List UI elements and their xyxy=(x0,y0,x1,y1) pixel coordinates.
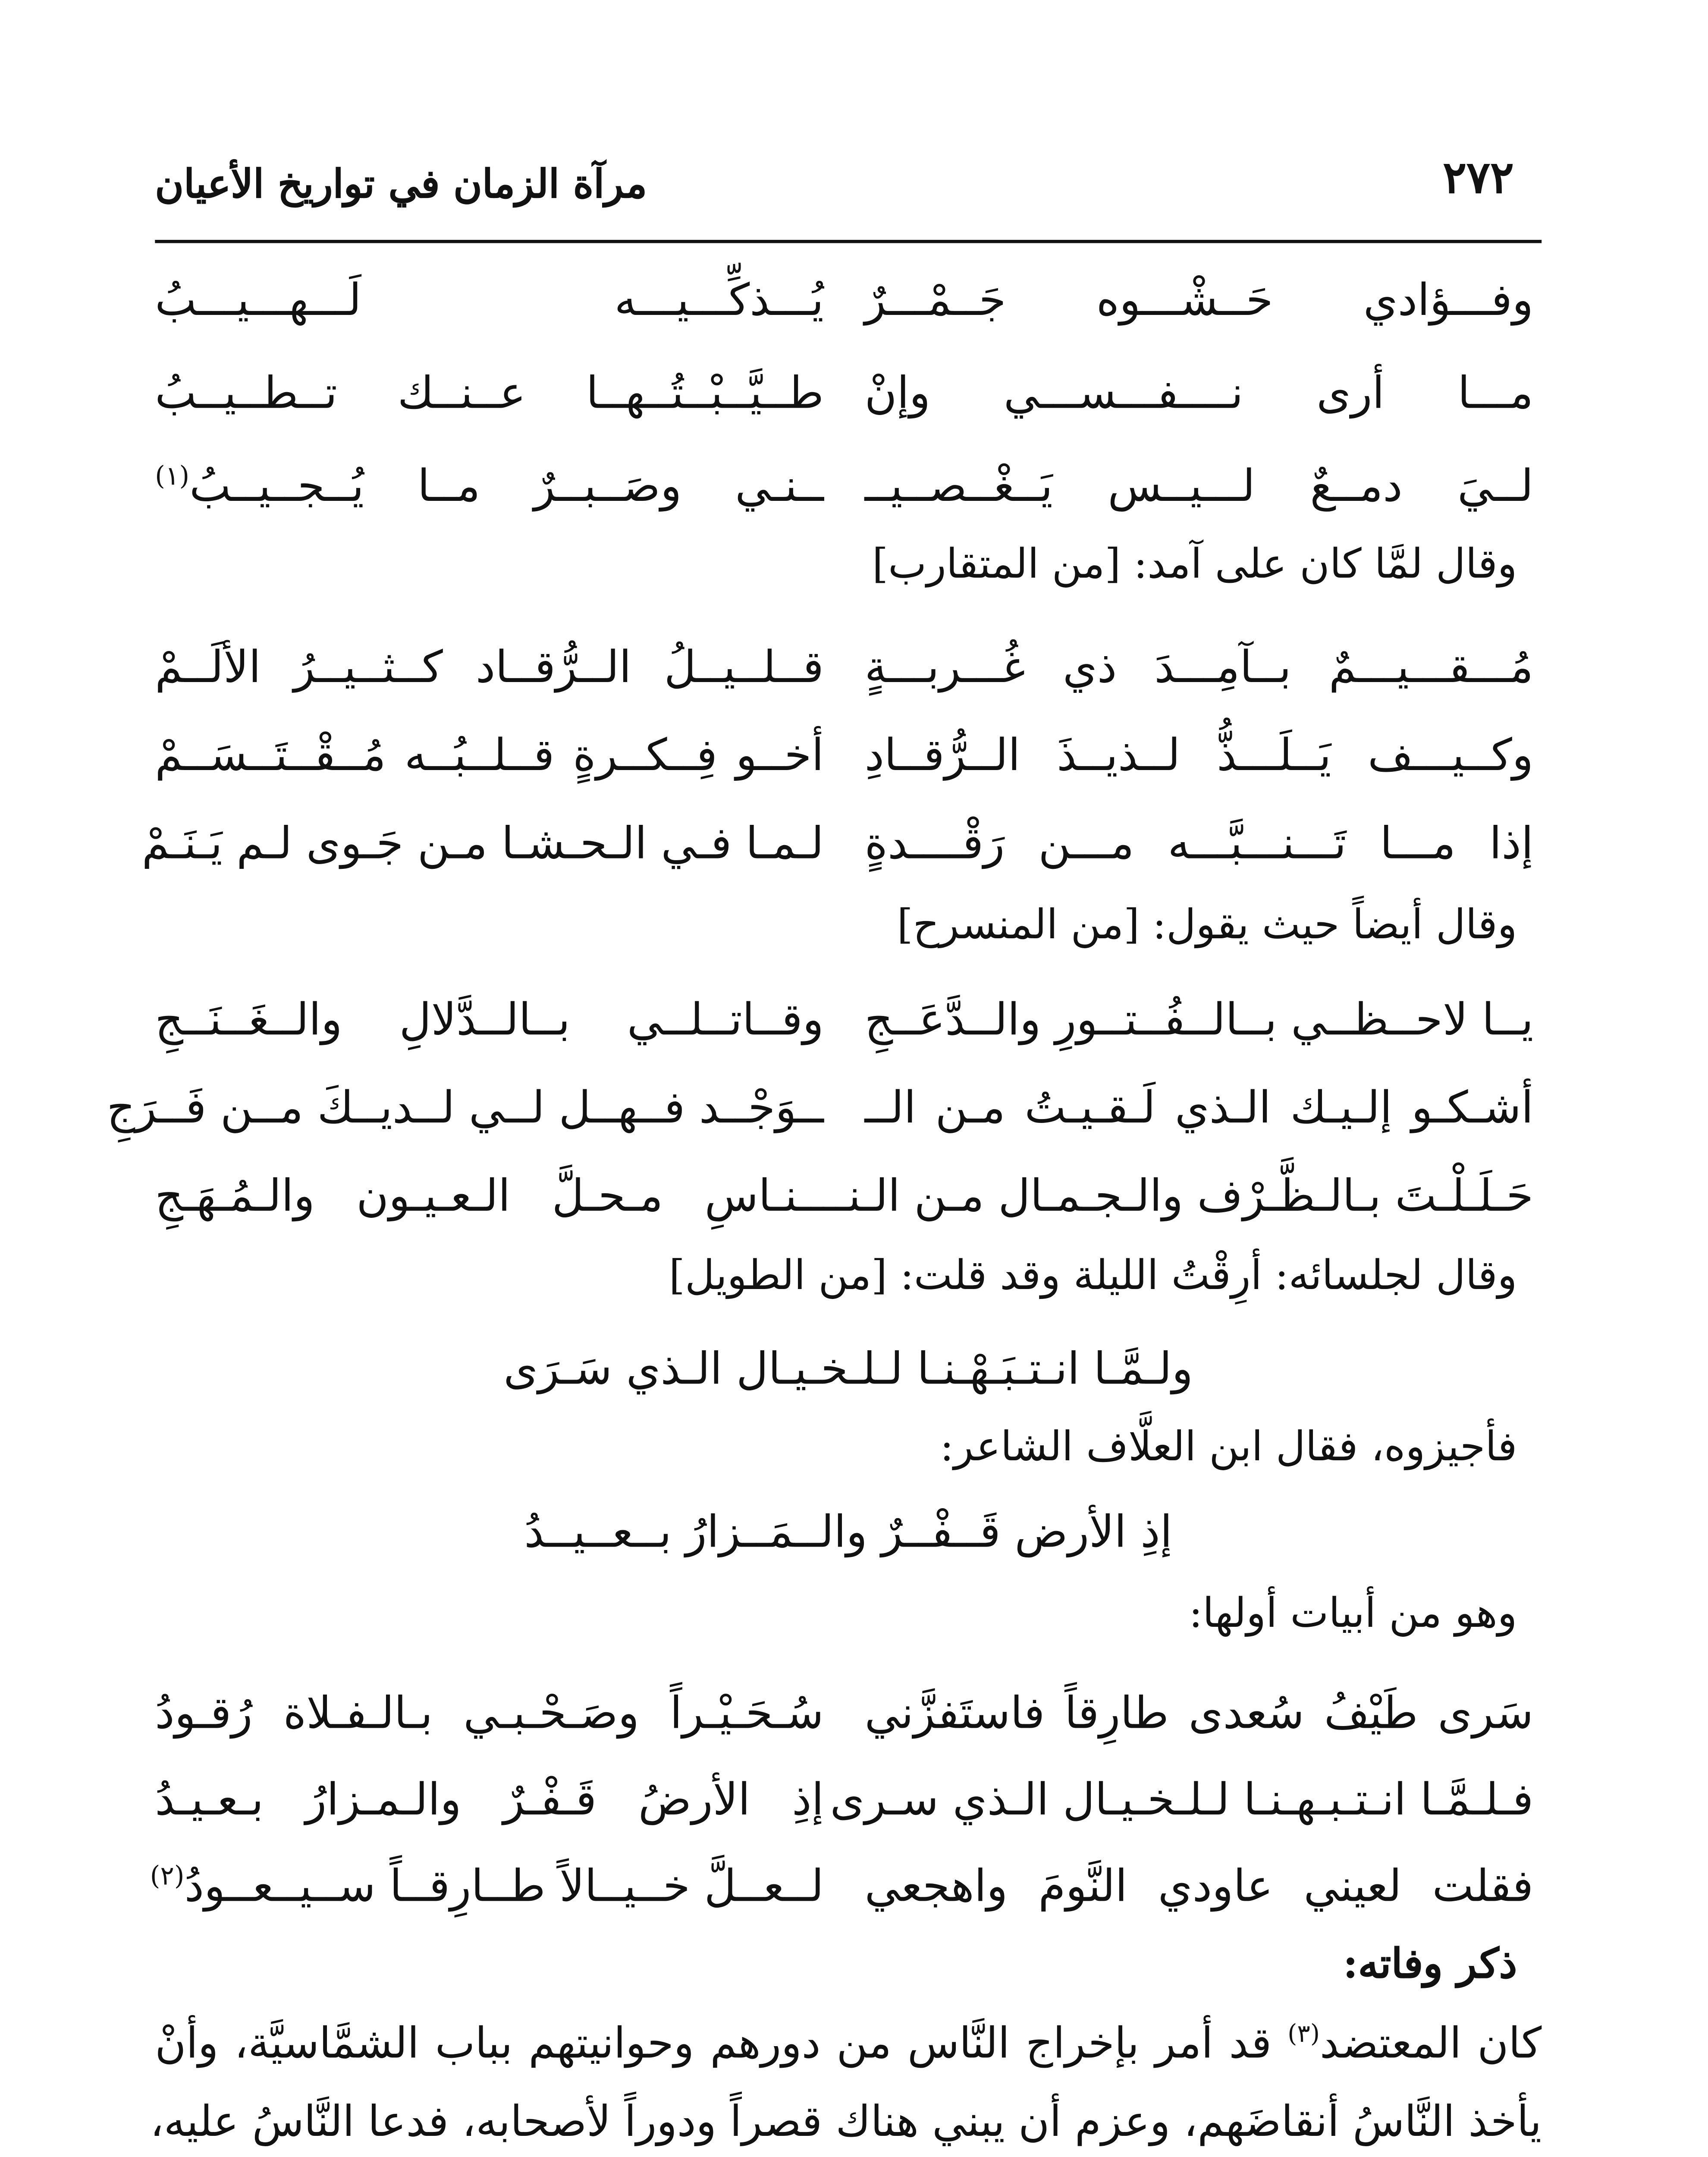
verse-4-2-second-hemistich: إذِ الأرضُ قَـفْـرٌ والـمـزارُ بـعـيـدُ xyxy=(155,1775,824,1826)
verse-1-1-second-hemistich: يُـــذكِّـــيـــه لَـــهـــيـــبُ xyxy=(155,276,824,327)
verse-2-1-first-hemistich: مُـــقـــيـــمٌ بــآمِـــدَ ذي غُـــربـــةٍ xyxy=(864,643,1534,694)
intro-poem-3: وقال أيضاً حيث يقول: [من المنسرح] xyxy=(897,900,1517,948)
verse-2-1-second-hemistich: قــلــيــلُ الــرُّقــاد كــثــيــرُ الألَــمْ xyxy=(155,643,824,694)
verse-2-3-second-hemistich: لـمـا فـي الـحـشـا مـن جَـوى لـم يَـنَـمْ xyxy=(141,819,824,870)
verse-4-2-first-hemistich: فـلـمَّـا انـتـبـهـنـا لـلـخـيـال الـذي سـرى xyxy=(830,1775,1534,1826)
verse-1-2-first-hemistich: مـــا أرى نــــفـــســـي وإنْ xyxy=(864,368,1534,420)
verse-1-3-second-hemistich-text: ــنـي وصَــبــرٌ مــا يُــجــيــبُ xyxy=(189,462,824,513)
verse-2-3-first-hemistich: إذا مـــا تَـــنـــبَّـــه مـــن رَقْــــدةٍ xyxy=(864,819,1534,870)
verse-4-3-second-hemistich xyxy=(150,1855,824,1920)
intro-ibn-allaf: فأجيزوه، فقال ابن العلَّاف الشاعر: xyxy=(940,1423,1517,1470)
body-line-1-end: قد أمر بإخراج النَّاس من دورهم وحوانيتهم بباب الشمَّاسيَّة، وأنْ xyxy=(155,2020,1288,2069)
body-line-1 xyxy=(155,2010,1542,2079)
page-number: ٢٧٢ xyxy=(1443,153,1514,204)
body-line-2: يأخذ النَّاسُ أنقاضَهم، وعزم أن يبني هناك قصراً ودوراً لأصحابه، فدعا النَّاسُ عليه، xyxy=(150,2098,1542,2148)
section-title: ذكر وفاته: xyxy=(1343,1940,1517,1987)
footnote-ref-1: (١) xyxy=(155,460,190,491)
single-verse-2: إذِ الأرض قَــفْــرٌ والــمَــزارُ بــعــيــدُ xyxy=(524,1507,1173,1559)
book-title: مرآة الزمان في تواريخ الأعيان xyxy=(155,160,647,208)
verse-1-3-first-hemistich: لــيَ دمــعٌ لـــيــس يَــغْــصــيــ xyxy=(864,462,1534,513)
verse-4-3-second-hemistich-text: لــعــلَّ خــيــالاً طــارِقــاً ســيــعــودُ xyxy=(184,1861,824,1912)
footnote-ref-2: (٢) xyxy=(150,1860,185,1891)
single-verse-1: ولـمَّـا انـتـبَـهْـنـا لـلـخـيـال الـذي سَـرَى xyxy=(503,1344,1193,1395)
footnote-ref-3: (٣) xyxy=(1287,2019,1320,2048)
verse-3-3-first-hemistich: حَـلَـلْـتَ بـالـظَّـرْف والـجـمـال مـن الـنــ xyxy=(822,1171,1534,1222)
body-line-1-start: كان المعتضد xyxy=(1320,2020,1542,2069)
verse-4-1-first-hemistich: سَرى طَيْفُ سُعدى طارِقاً فاستَفزَّني xyxy=(864,1688,1534,1739)
intro-poem-2: وقال لمَّا كان على آمد: [من المتقارب] xyxy=(872,540,1517,588)
verse-3-1-second-hemistich: وقــاتــلــي بــالــدَّلالِ والــغَــنَــجِ xyxy=(155,995,824,1046)
verse-1-3-second-hemistich xyxy=(155,455,824,520)
intro-poem-4: وقال لجلسائه: أرِقْتُ الليلة وقد قلت: [من الطويل] xyxy=(669,1251,1517,1299)
verse-1-2-second-hemistich: طــيَّــبْــتُــهــا عــنــك تــطــيــبُ xyxy=(155,368,824,420)
header-divider xyxy=(155,240,1542,243)
verse-1-1-first-hemistich: وفـــؤادي حَــشْـــوه جَــمْـــرٌ xyxy=(864,276,1534,327)
verse-3-1-first-hemistich: يــا لاحــظــي بــالــفُــتــورِ والــدَّعَــجِ xyxy=(864,995,1534,1046)
verse-4-1-second-hemistich: سُـحَـيْـراً وصَـحْـبـي بـالـفـلاة رُقـودُ xyxy=(155,1688,824,1739)
verse-2-2-second-hemistich: أخــو فِــكــرةٍ قــلــبُــه مُــقْــتَــسَــمْ xyxy=(155,731,824,782)
intro-poem-5: وهو من أبيات أولها: xyxy=(1189,1589,1517,1637)
verse-3-2-second-hemistich: ــوَجْــد فــهــل لــي لــديــكَ مــن فَــرَجِ xyxy=(107,1083,824,1134)
verse-4-3-first-hemistich: فقلت لعيني عاودي النَّومَ واهجعي xyxy=(864,1861,1534,1912)
verse-2-2-first-hemistich: وكــيـــف يَــلَـــذُّ لــذيــذَ الــرُّقــادِ xyxy=(864,731,1534,782)
verse-3-3-second-hemistich: ــنـاسِ مـحـلَّ الـعـيـون والـمُـهَـجِ xyxy=(155,1171,824,1222)
verse-3-2-first-hemistich: أشـكـو إلـيـك الـذي لَـقـيـتُ مـن الــ xyxy=(864,1083,1534,1134)
